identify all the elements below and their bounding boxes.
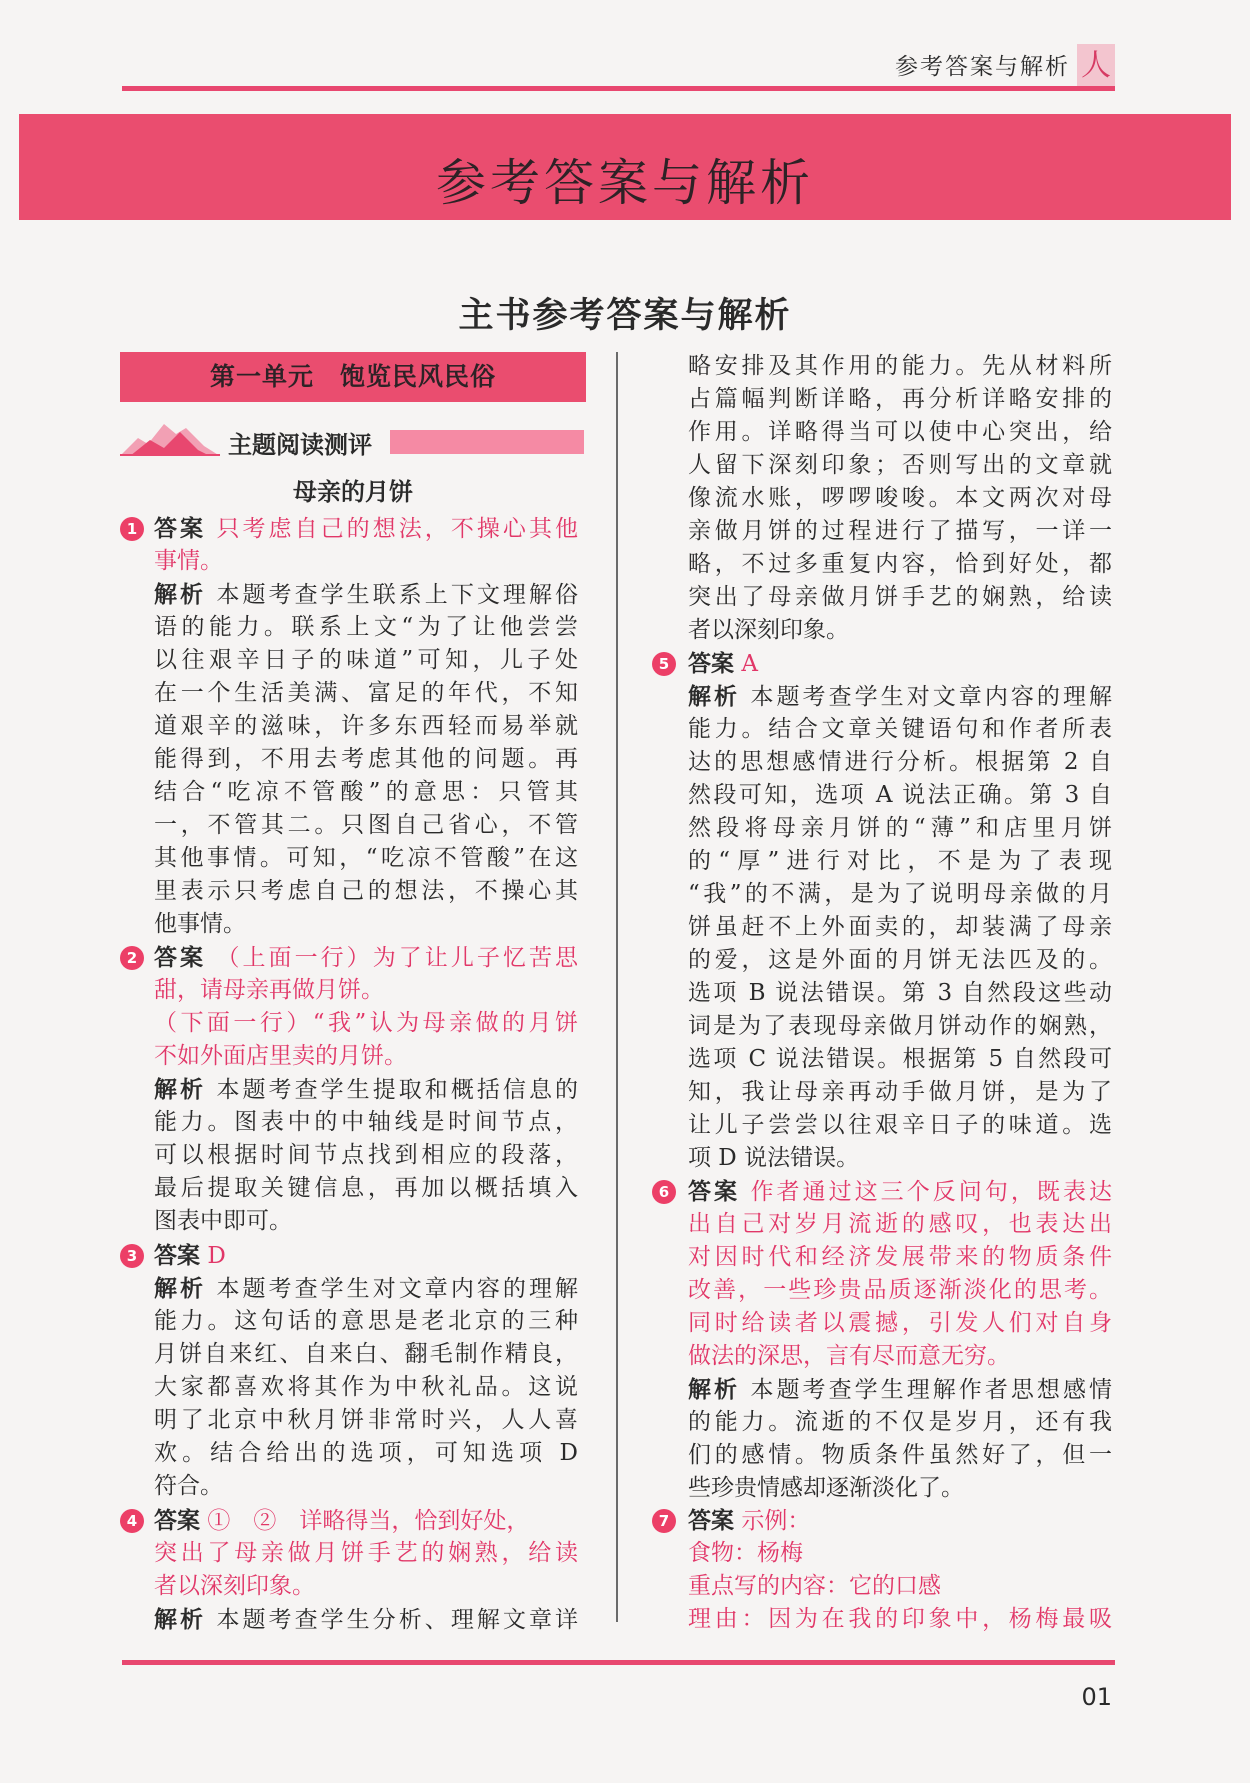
answer-label: 答案 [154, 515, 207, 542]
analysis-text: 亲做月饼的过程进行了描写，一详一 [688, 518, 1112, 544]
question-number: 7 [652, 1509, 676, 1533]
analysis-text: 的“厚”进行对比，不是为了表现 [688, 848, 1112, 874]
column-divider [616, 352, 618, 1622]
question-4-continued [688, 350, 1112, 647]
answer-text: 者以深刻印象。 [154, 1573, 315, 1599]
answer-text: （上面一行）为了让儿子忆苦思 [216, 945, 579, 971]
answer-text: ① ② 详略得当，恰到好处， [207, 1508, 530, 1534]
analysis-text: 选项 C 说法错误。根据第 5 自然段可 [688, 1046, 1112, 1072]
question-3 [154, 1239, 578, 1503]
analysis-text: 其他事情。可知，“吃凉不管酸”在这 [154, 845, 578, 871]
answer-text: 食物：杨梅 [688, 1540, 803, 1566]
answer-label: 答案 [154, 944, 207, 971]
analysis-text: 突出了母亲做月饼手艺的娴熟，给读 [688, 584, 1112, 610]
question-number: 1 [120, 517, 144, 541]
analysis-text: 本题考查学生对文章内容的理解 [216, 1276, 579, 1302]
analysis-label: 解析 [154, 1076, 207, 1103]
answer-label: 答案 [154, 1507, 200, 1534]
answer-label: 答案 [688, 650, 734, 677]
answer-text: 做法的深思，言有尽而意无穷。 [688, 1343, 1010, 1369]
question-number: 3 [120, 1244, 144, 1268]
header-tab: 人 [1077, 44, 1115, 88]
analysis-text: 然段将母亲月饼的“薄”和店里月饼 [688, 815, 1112, 841]
answer-label: 答案 [688, 1178, 741, 1205]
analysis-text: 达的思想感情进行分析。根据第 2 自 [688, 749, 1112, 775]
analysis-text: 像流水账，啰啰唆唆。本文两次对母 [688, 485, 1112, 511]
analysis-label: 解析 [688, 1376, 741, 1403]
analysis-text: 占篇幅判断详略，再分析详略安排的 [688, 386, 1112, 412]
analysis-text: 的爱，这是外面的月饼无法匹及的。 [688, 947, 1112, 973]
analysis-text: 道艰辛的滋味，许多东西轻而易举就 [154, 713, 578, 739]
analysis-text: 者以深刻印象。 [688, 617, 849, 643]
analysis-text: 大家都喜欢将其作为中秋礼品。这说 [154, 1374, 578, 1400]
answer-label: 答案 [688, 1507, 734, 1534]
analysis-text: 略，不过多重复内容，恰到好处，都 [688, 551, 1112, 577]
analysis-text: 些珍贵情感却逐渐淡化了。 [688, 1475, 964, 1501]
analysis-text: “我”的不满，是为了说明母亲做的月 [688, 881, 1112, 907]
question-number: 5 [652, 652, 676, 676]
analysis-text: 让儿子尝尝以往艰辛日子的味道。选 [688, 1112, 1112, 1138]
analysis-text: 作用。详略得当可以使中心突出，给 [688, 419, 1112, 445]
analysis-text: 略安排及其作用的能力。先从材料所 [688, 353, 1112, 379]
analysis-text: 本题考查学生分析、理解文章详 [216, 1607, 579, 1633]
header-rule [122, 86, 1115, 91]
answer-text: 突出了母亲做月饼手艺的娴熟，给读 [154, 1540, 578, 1566]
analysis-text: 在一个生活美满、富足的年代，不知 [154, 680, 578, 706]
analysis-text: 词是为了表现母亲做月饼动作的娴熟， [688, 1013, 1112, 1039]
analysis-text: 图表中即可。 [154, 1208, 292, 1234]
question-1 [154, 512, 578, 941]
question-number: 6 [652, 1180, 676, 1204]
answer-text: 同时给读者以震撼，引发人们对自身 [688, 1310, 1112, 1336]
analysis-text: 人留下深刻印象；否则写出的文章就 [688, 452, 1112, 478]
answer-text: 只考虑自己的想法，不操心其他 [216, 516, 579, 542]
analysis-label: 解析 [688, 683, 741, 710]
answer-text: 不如外面店里卖的月饼。 [154, 1043, 407, 1069]
analysis-text: 本题考查学生对文章内容的理解 [750, 684, 1113, 710]
analysis-text: 本题考查学生理解作者思想感情 [750, 1377, 1113, 1403]
answer-text: 改善，一些珍贵品质逐渐淡化的思考。 [688, 1277, 1112, 1303]
mountain-icon [120, 420, 220, 456]
answer-text: 事情。 [154, 548, 223, 574]
topic-strip [390, 430, 584, 454]
analysis-label: 解析 [154, 1606, 207, 1633]
analysis-text: 能力。这句话的意思是老北京的三种 [154, 1308, 578, 1334]
analysis-text: 的能力。流逝的不仅是岁月，还有我 [688, 1409, 1112, 1435]
footer-rule [122, 1660, 1115, 1665]
analysis-text: 然段可知，选项 A 说法正确。第 3 自 [688, 782, 1112, 808]
analysis-text: 本题考查学生提取和概括信息的 [216, 1077, 579, 1103]
analysis-text: 最后提取关键信息，再加以概括填入 [154, 1175, 578, 1201]
analysis-text: 选项 B 说法错误。第 3 自然段这些动 [688, 980, 1112, 1006]
analysis-label: 解析 [154, 581, 207, 608]
question-7 [688, 1504, 1112, 1636]
analysis-text: 本题考查学生联系上下文理解俗 [216, 582, 579, 608]
page-title: 参考答案与解析 [436, 154, 814, 212]
running-header: 参考答案与解析 [895, 54, 1070, 80]
title-banner [19, 114, 1231, 220]
answer-text: 理由：因为在我的印象中，杨梅最吸 [688, 1606, 1112, 1632]
page-number: 01 [1081, 1683, 1112, 1711]
answer-text: 示例： [741, 1508, 811, 1534]
analysis-text: 可以根据时间节点找到相应的段落， [154, 1142, 578, 1168]
section-title: 主书参考答案与解析 [458, 295, 792, 336]
analysis-label: 解析 [154, 1275, 207, 1302]
answer-text: A [741, 651, 758, 677]
analysis-text: 们的感情。物质条件虽然好了，但一 [688, 1442, 1112, 1468]
answer-text: 出自己对岁月流逝的感叹，也表达出 [688, 1211, 1112, 1237]
analysis-text: 项 D 说法错误。 [688, 1145, 860, 1171]
question-4 [154, 1504, 578, 1636]
question-5 [688, 647, 1112, 1175]
unit-title-bar: 第一单元 饱览民风民俗 [120, 352, 586, 402]
question-2 [154, 941, 578, 1238]
analysis-text: 能力。结合文章关键语句和作者所表 [688, 716, 1112, 742]
analysis-text: 能力。图表中的中轴线是时间节点， [154, 1109, 578, 1135]
article-title: 母亲的月饼 [293, 478, 413, 506]
analysis-text: 能得到，不用去考虑其他的问题。再 [154, 746, 578, 772]
answer-text: 甜，请母亲再做月饼。 [154, 977, 384, 1003]
answer-label: 答案 [154, 1242, 200, 1269]
analysis-text: 知，我让母亲再动手做月饼，是为了 [688, 1079, 1112, 1105]
analysis-text: 结合“吃凉不管酸”的意思：只管其 [154, 779, 578, 805]
analysis-text: 他事情。 [154, 911, 246, 937]
question-6 [688, 1175, 1112, 1505]
question-number: 2 [120, 946, 144, 970]
answer-text: （下面一行）“我”认为母亲做的月饼 [154, 1010, 578, 1036]
analysis-text: 明了北京中秋月饼非常时兴，人人喜 [154, 1407, 578, 1433]
analysis-text: 月饼自来红、自来白、翻毛制作精良， [154, 1341, 578, 1367]
analysis-text: 欢。结合给出的选项，可知选项 D [154, 1440, 578, 1466]
analysis-text: 以往艰辛日子的味道”可知，儿子处 [154, 647, 578, 673]
answer-text: 作者通过这三个反问句，既表达 [750, 1179, 1113, 1205]
analysis-text: 一，不管其二。只图自己省心，不管 [154, 812, 578, 838]
analysis-text: 符合。 [154, 1473, 223, 1499]
analysis-text: 里表示只考虑自己的想法，不操心其 [154, 878, 578, 904]
analysis-text: 语的能力。联系上文“为了让他尝尝 [154, 614, 578, 640]
answer-text: 对因时代和经济发展带来的物质条件 [688, 1244, 1112, 1270]
question-number: 4 [120, 1509, 144, 1533]
answer-text: D [207, 1243, 226, 1269]
answer-text: 重点写的内容：它的口感 [688, 1573, 941, 1599]
analysis-text: 饼虽赶不上外面卖的，却装满了母亲 [688, 914, 1112, 940]
topic-label: 主题阅读测评 [228, 430, 372, 459]
